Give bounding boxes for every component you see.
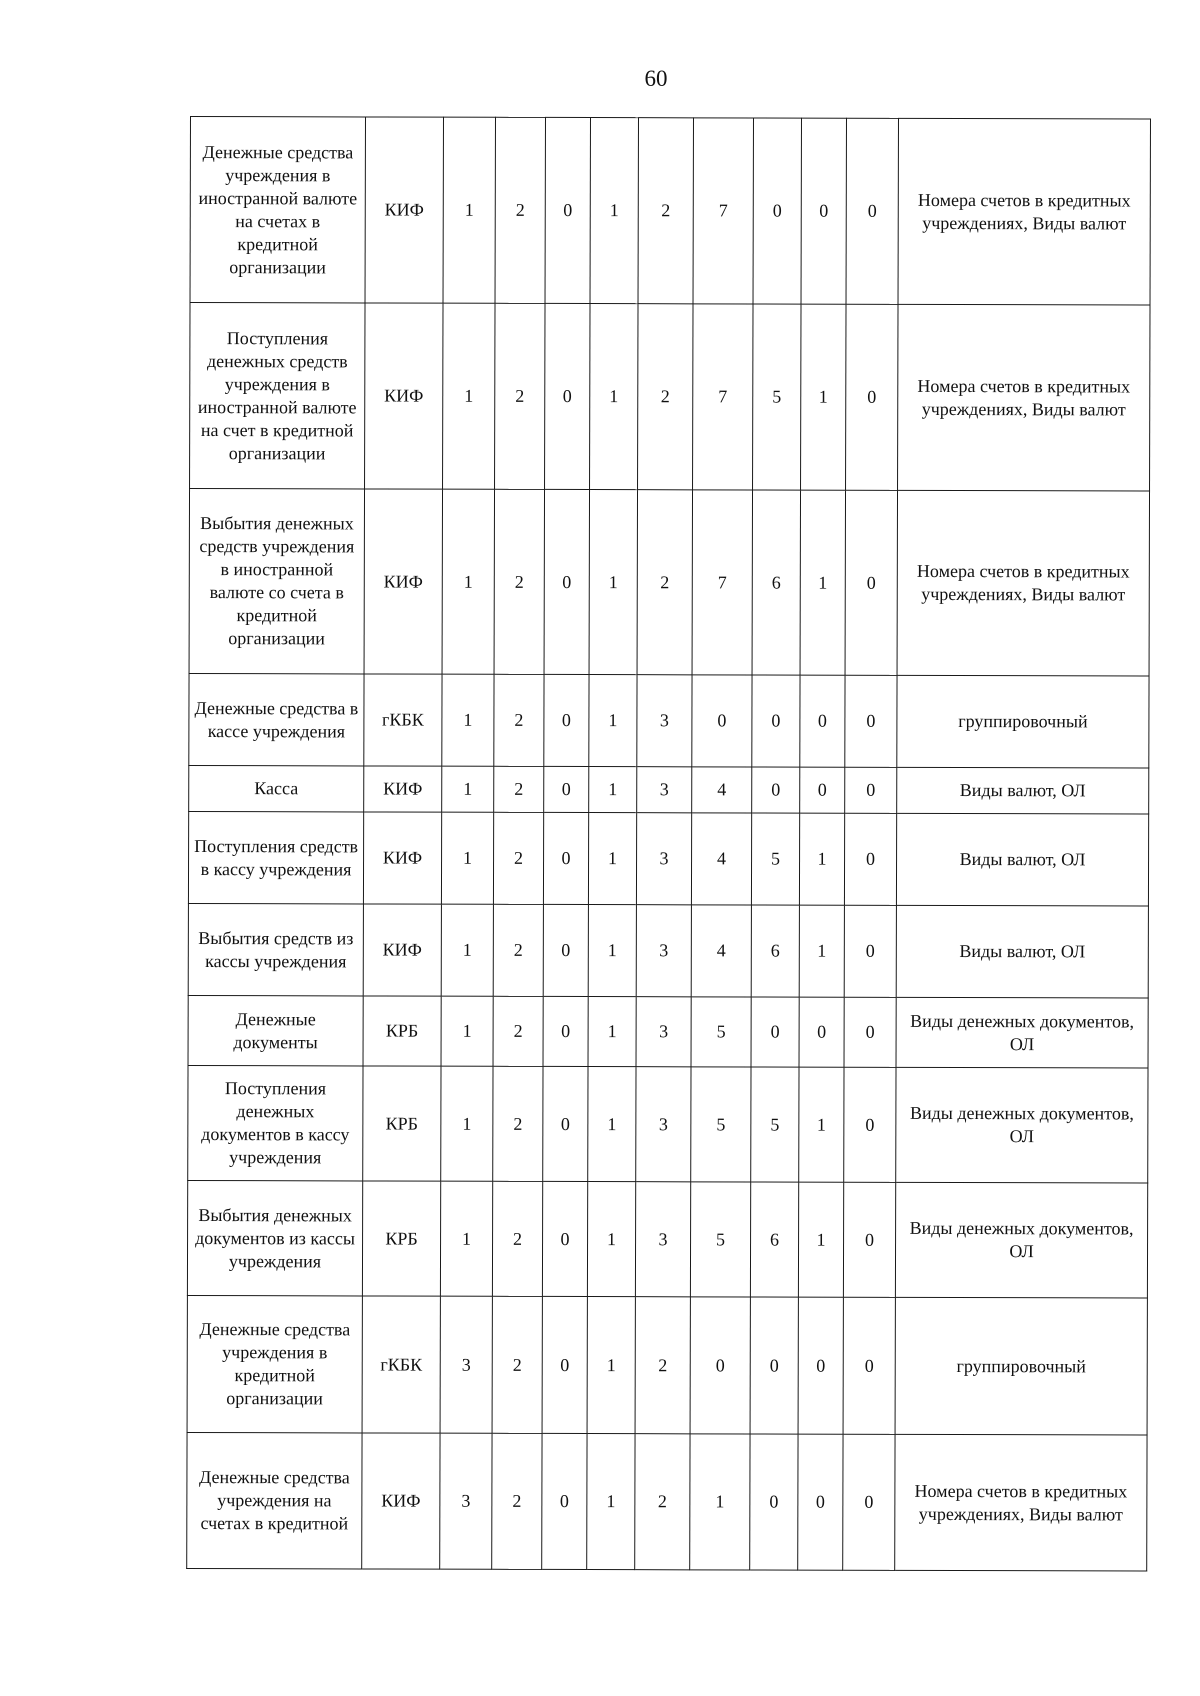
analytics-cell: Виды валют, ОЛ [897,767,1149,814]
account-code-digit-cell: 1 [589,490,637,675]
analytics-cell: Виды денежных документов, ОЛ [896,1067,1148,1183]
account-code-digit-cell: 2 [637,490,692,675]
account-code-digit-cell: 0 [845,490,897,675]
account-type-cell: КИФ [365,117,443,303]
table-row [187,1295,1147,1435]
account-code-digit-cell: 1 [442,766,494,812]
account-code-digit-cell: 6 [750,1182,798,1297]
account-code-digit-cell: 2 [635,1297,690,1434]
page-number: 60 [644,66,668,91]
account-code-digit-cell: 0 [800,767,845,813]
account-name-cell: Денежные средства учреждения в иностранной валюте на счетах в кредитной организации [190,117,365,303]
account-code-digit-cell: 0 [544,766,589,812]
account-code-digit-cell: 5 [691,997,751,1067]
account-code-digit-cell: 3 [637,767,692,813]
account-code-digit-cell: 2 [638,304,693,490]
table-row [189,765,1149,814]
account-code-digit-cell: 5 [751,813,799,905]
account-code-digit-cell: 1 [799,813,844,905]
account-name-cell: Денежные средства учреждения на счетах в кредитной [187,1432,362,1568]
analytics-cell: Номера счетов в кредитных учреждениях, Виды валют [898,304,1150,491]
account-code-digit-cell: 7 [693,304,753,490]
account-code-digit-cell: 1 [587,1434,635,1570]
analytics-cell: Виды валют, ОЛ [896,905,1148,998]
account-code-digit-cell: 2 [493,996,543,1066]
account-code-digit-cell: 0 [543,904,588,996]
account-code-digit-cell: 2 [493,904,543,996]
account-code-digit-cell: 0 [753,118,801,304]
table-row [188,811,1148,906]
account-code-digit-cell: 0 [752,675,800,767]
account-code-digit-cell: 0 [801,118,846,304]
account-type-cell: КИФ [364,766,442,812]
account-code-digit-cell: 0 [542,1433,587,1569]
analytics-cell: Номера счетов в кредитных учреждениях, Виды валют [897,490,1149,676]
account-code-digit-cell: 5 [751,1067,799,1182]
account-code-digit-cell: 2 [493,1066,543,1181]
account-code-digit-cell: 1 [801,304,846,490]
account-type-cell: КРБ [363,996,441,1066]
account-name-cell: Поступления денежных средств учреждения в иностранной валюте на счет в кредитной организации [190,303,365,489]
account-code-digit-cell: 0 [845,767,897,813]
account-type-cell: КРБ [362,1181,440,1296]
account-code-digit-cell: 1 [442,674,494,766]
account-code-digit-cell: 4 [691,905,751,997]
account-name-cell: Выбытия средств из кассы учреждения [188,903,363,995]
account-code-digit-cell: 2 [493,812,543,904]
account-code-digit-cell: 2 [495,117,545,303]
account-code-digit-cell: 5 [753,304,801,490]
account-code-digit-cell: 0 [542,1296,587,1433]
account-code-digit-cell: 0 [799,997,844,1067]
account-code-digit-cell: 0 [543,996,588,1066]
account-code-digit-cell: 0 [545,303,590,489]
account-name-cell: Поступления денежных документов в кассу учреждения [188,1065,363,1180]
account-code-digit-cell: 1 [588,1067,636,1182]
account-code-digit-cell: 2 [492,1433,542,1569]
account-code-digit-cell: 4 [691,813,751,905]
account-type-cell: КИФ [362,1433,440,1569]
account-code-digit-cell: 3 [636,905,691,997]
account-code-digit-cell: 2 [492,1296,542,1433]
account-code-digit-cell: 0 [844,905,896,997]
account-code-digit-cell: 0 [542,1181,587,1296]
account-code-digit-cell: 2 [495,303,545,489]
analytics-cell: группировочный [897,675,1149,768]
account-type-cell: КИФ [364,489,442,674]
account-code-digit-cell: 1 [690,1434,750,1570]
account-type-cell: гКБК [364,674,442,766]
account-code-digit-cell: 1 [587,1182,635,1297]
account-code-digit-cell: 0 [751,997,799,1067]
account-code-digit-cell: 1 [588,813,636,905]
account-code-digit-cell: 0 [846,304,898,490]
account-type-cell: КИФ [365,303,443,489]
account-code-digit-cell: 3 [636,1067,691,1182]
account-code-digit-cell: 1 [443,117,495,303]
account-code-digit-cell: 1 [589,767,637,813]
account-name-cell: Выбытия денежных средств учреждения в иностранной валюте со счета в кредитной организации [189,489,364,674]
account-code-digit-cell: 3 [440,1433,492,1569]
account-code-digit-cell: 2 [494,674,544,766]
account-code-digit-cell: 0 [798,1434,843,1570]
account-code-digit-cell: 0 [843,1182,895,1297]
account-code-digit-cell: 0 [844,997,896,1067]
accounts-table [186,116,1151,1572]
table-row [188,995,1148,1068]
account-code-digit-cell: 5 [691,1067,751,1182]
account-code-digit-cell: 1 [587,1297,635,1434]
analytics-cell: Виды денежных документов, ОЛ [896,997,1148,1068]
account-name-cell: Денежные документы [188,995,363,1065]
account-code-digit-cell: 6 [751,905,799,997]
account-code-digit-cell: 0 [750,1434,798,1570]
table-row [190,303,1150,492]
account-code-digit-cell: 0 [692,675,752,767]
account-type-cell: КИФ [363,904,441,996]
account-code-digit-cell: 7 [692,490,752,675]
account-code-digit-cell: 2 [494,489,544,674]
account-name-cell: Денежные средства в кассе учреждения [189,673,364,765]
account-code-digit-cell: 2 [638,118,693,304]
account-code-digit-cell: 0 [844,1067,896,1182]
account-code-digit-cell: 1 [588,997,636,1067]
account-code-digit-cell: 6 [752,490,800,675]
account-name-cell: Выбытия денежных документов из кассы учреждения [187,1180,362,1295]
account-code-digit-cell: 0 [843,1434,895,1570]
analytics-cell: Виды денежных документов, ОЛ [895,1182,1147,1298]
account-code-digit-cell: 1 [441,1066,493,1181]
table-row [189,673,1149,768]
table-row [187,1432,1147,1571]
account-code-digit-cell: 1 [799,1067,844,1182]
analytics-cell: Виды валют, ОЛ [896,813,1148,906]
account-code-digit-cell: 2 [494,766,544,812]
account-code-digit-cell: 0 [545,117,590,303]
account-code-digit-cell: 7 [693,118,753,304]
account-code-digit-cell: 1 [588,905,636,997]
account-code-digit-cell: 2 [635,1434,690,1570]
account-code-digit-cell: 0 [750,1297,798,1434]
account-code-digit-cell: 0 [543,1066,588,1181]
account-code-digit-cell: 4 [692,767,752,813]
account-code-digit-cell: 1 [799,905,844,997]
account-name-cell: Касса [189,765,364,811]
account-code-digit-cell: 1 [590,304,638,490]
account-type-cell: КИФ [363,812,441,904]
account-code-digit-cell: 0 [844,813,896,905]
account-type-cell: КРБ [363,1066,441,1181]
account-code-digit-cell: 1 [800,490,845,675]
table-row [190,117,1150,306]
analytics-cell: Номера счетов в кредитных учреждениях, Виды валют [895,1434,1147,1571]
analytics-cell: Номера счетов в кредитных учреждениях, Виды валют [898,118,1150,305]
account-code-digit-cell: 3 [637,675,692,767]
account-code-digit-cell: 1 [590,118,638,304]
account-type-cell: гКБК [362,1296,440,1433]
table-row [188,1065,1148,1183]
account-code-digit-cell: 0 [544,489,589,674]
account-code-digit-cell: 3 [636,997,691,1067]
account-code-digit-cell: 0 [543,812,588,904]
account-code-digit-cell: 0 [690,1297,750,1434]
account-code-digit-cell: 3 [635,1182,690,1297]
account-code-digit-cell: 1 [442,489,494,674]
table-row [187,1180,1147,1298]
table-row [189,489,1149,677]
account-code-digit-cell: 1 [441,996,493,1066]
table-row [188,903,1148,998]
account-code-digit-cell: 0 [798,1297,843,1434]
account-code-digit-cell: 5 [690,1182,750,1297]
account-code-digit-cell: 0 [843,1297,895,1434]
account-code-digit-cell: 1 [589,675,637,767]
account-code-digit-cell: 1 [798,1182,843,1297]
account-name-cell: Денежные средства учреждения в кредитной организации [187,1295,362,1432]
account-code-digit-cell: 0 [845,675,897,767]
account-code-digit-cell: 0 [846,118,898,304]
account-code-digit-cell: 1 [441,904,493,996]
account-code-digit-cell: 3 [440,1296,492,1433]
account-code-digit-cell: 1 [443,303,495,489]
account-code-digit-cell: 0 [752,767,800,813]
account-code-digit-cell: 0 [800,675,845,767]
analytics-cell: группировочный [895,1297,1147,1435]
account-name-cell: Поступления средств в кассу учреждения [188,811,363,903]
account-code-digit-cell: 1 [440,1181,492,1296]
account-code-digit-cell: 1 [441,812,493,904]
account-code-digit-cell: 2 [492,1181,542,1296]
account-code-digit-cell: 0 [544,674,589,766]
account-code-digit-cell: 3 [636,813,691,905]
